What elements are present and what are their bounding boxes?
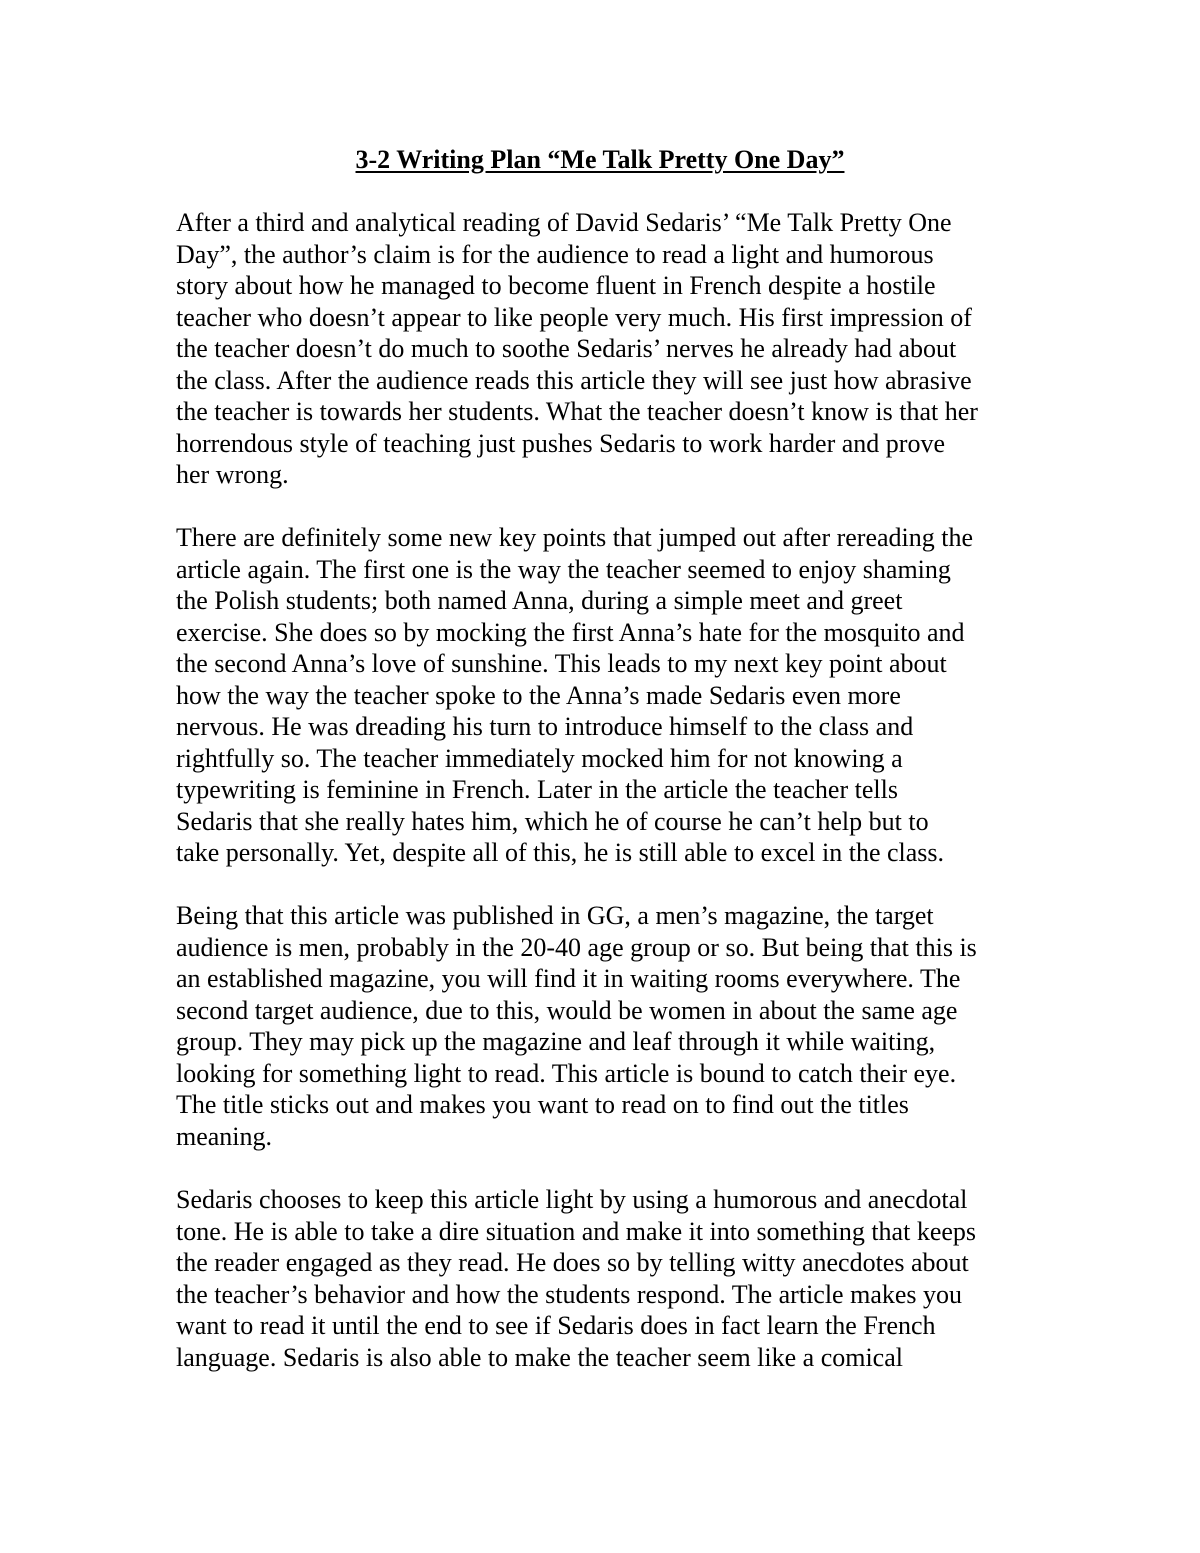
- document-title: [0, 144, 1200, 176]
- paragraph-line: the class. After the audience reads this article they will see just how abrasive: [176, 365, 972, 395]
- paragraph-4: [176, 1184, 1036, 1373]
- paragraph-line: language. Sedaris is also able to make the teacher seem like a comical: [176, 1342, 903, 1372]
- paragraph-line: the reader engaged as they read. He does so by telling witty anecdotes about: [176, 1248, 969, 1277]
- paragraph-line: the second Anna’s love of sunshine. This leads to my next key point about: [176, 649, 947, 678]
- paragraph-line: Sedaris that she really hates him, which he of course he can’t help but to: [176, 806, 929, 836]
- paragraph-line: second target audience, due to this, would be women in about the same age: [176, 995, 958, 1025]
- paragraph-line: take personally. Yet, despite all of this, he is still able to excel in the class.: [176, 838, 945, 867]
- paragraph-line: an established magazine, you will find it in waiting rooms everywhere. The: [176, 964, 961, 993]
- paragraph-line: Being that this article was published in GG, a men’s magazine, the target: [176, 901, 934, 930]
- paragraph-line: article again. The first one is the way the teacher seemed to enjoy shaming: [176, 554, 951, 584]
- paragraph-line: looking for something light to read. This article is bound to catch their eye.: [176, 1058, 957, 1088]
- paragraph-line: Sedaris chooses to keep this article light by using a humorous and anecdotal: [176, 1185, 968, 1214]
- paragraph-line: After a third and analytical reading of David Sedaris’ “Me Talk Pretty One: [176, 208, 952, 237]
- paragraph-line: the Polish students; both named Anna, during a simple meet and greet: [176, 586, 903, 615]
- paragraph-line: the teacher’s behavior and how the students respond. The article makes you: [176, 1279, 963, 1309]
- paragraph-line: her wrong.: [176, 460, 289, 489]
- paragraph-line: There are definitely some new key points that jumped out after rereading the: [176, 523, 974, 552]
- paragraph-line: exercise. She does so by mocking the first Anna’s hate for the mosquito and: [176, 617, 965, 647]
- paragraph-line: The title sticks out and makes you want to read on to find out the titles: [176, 1090, 909, 1119]
- paragraph-line: the teacher is towards her students. What the teacher doesn’t know is that her: [176, 397, 978, 426]
- paragraph-line: audience is men, probably in the 20-40 age group or so. But being that this is: [176, 932, 977, 962]
- paragraph-1: [176, 207, 1036, 491]
- paragraph-line: group. They may pick up the magazine and leaf through it while waiting,: [176, 1027, 936, 1056]
- paragraph-line: nervous. He was dreading his turn to introduce himself to the class and: [176, 712, 914, 741]
- paragraph-line: story about how he managed to become fluent in French despite a hostile: [176, 271, 936, 300]
- paragraph-line: want to read it until the end to see if Sedaris does in fact learn the French: [176, 1311, 936, 1340]
- paragraph-line: the teacher doesn’t do much to soothe Sedaris’ nerves he already had about: [176, 334, 957, 363]
- paragraph-2: [176, 522, 1036, 869]
- document-title-text: 3-2 Writing Plan “Me Talk Pretty One Day”: [355, 145, 845, 174]
- paragraph-line: teacher who doesn’t appear to like people very much. His first impression of: [176, 302, 972, 332]
- paragraph-line: meaning.: [176, 1121, 273, 1151]
- paragraph-line: Day”, the author’s claim is for the audience to read a light and humorous: [176, 239, 934, 269]
- paragraph-line: horrendous style of teaching just pushes Sedaris to work harder and prove: [176, 428, 945, 458]
- paragraph-line: typewriting is feminine in French. Later in the article the teacher tells: [176, 775, 898, 804]
- paragraph-3: [176, 900, 1036, 1152]
- paragraph-line: tone. He is able to take a dire situation and make it into something that keeps: [176, 1216, 977, 1246]
- paragraph-line: rightfully so. The teacher immediately mocked him for not knowing a: [176, 743, 903, 773]
- paragraph-line: how the way the teacher spoke to the Anna’s made Sedaris even more: [176, 680, 901, 710]
